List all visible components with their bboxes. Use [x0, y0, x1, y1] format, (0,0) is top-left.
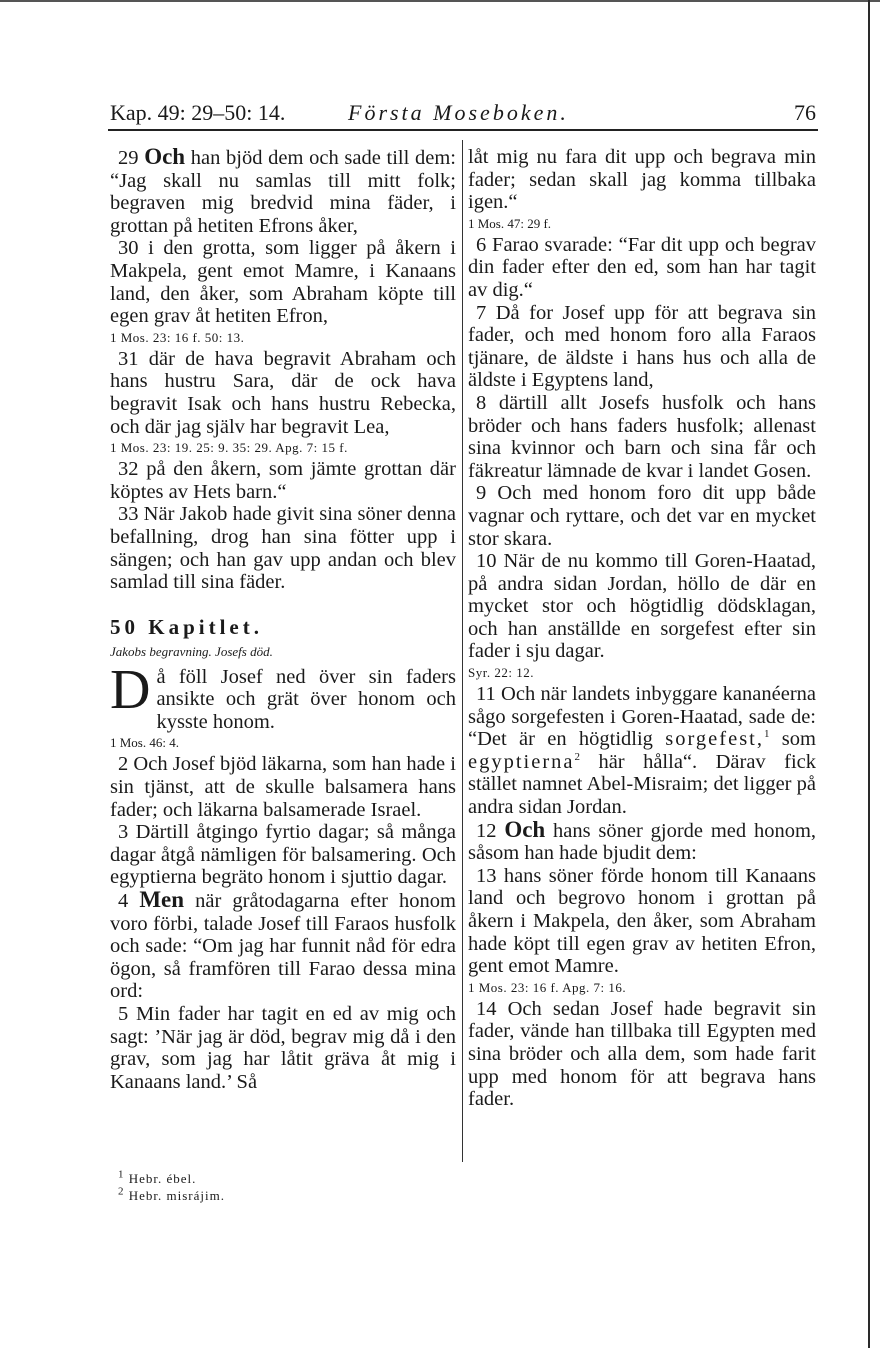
- scan-edge-right: [868, 0, 870, 1348]
- verse-50-11: 11 Och när landets inbyggare kananéerna sågo sorgefesten i Goren-Haatad, sade de: “Det är en högtidlig sorgefest,$^1$ som egyptierna$^2$ här hålla“. Därav fick stället namnet Abel-Misraim; det ligger på andra sidan Jordan.: [468, 683, 816, 819]
- chapter-reference: Kap. 49: 29–50: 14.: [110, 100, 286, 125]
- footnotes: [118, 1170, 225, 1204]
- verse-49-32: 32 på den åkern, som jämte grottan där köptes av Hets barn.“: [110, 458, 456, 503]
- left-column: [110, 146, 456, 1093]
- book-title: Första Moseboken.: [348, 100, 569, 125]
- column-divider: [462, 140, 463, 1162]
- chapter-subtitle: Jakobs begravning. Josefs död.: [110, 643, 273, 659]
- verse-50-5-cont: låt mig nu fara dit upp och begrava min fader; sedan skall jag komma tillbaka igen.“: [468, 146, 816, 214]
- verse-49-31: 31 där de hava begravit Abraham och hans hustru Sara, där de ock hava begravit Isak och hans hustru Rebecka, och där jag själv har begravit Lea,: [110, 347, 456, 438]
- chapter-heading: 50 Kapitlet.: [110, 614, 263, 639]
- verse-50-8: 8 därtill allt Josefs husfolk och hans bröder och hans faders husfolk; allenast sina kvinnor och barn och sina får och fäkreatur lämnade de kvar i landet Gosen.: [468, 391, 816, 482]
- header-rule: [108, 129, 818, 131]
- cross-reference: 1 Mos. 23: 19. 25: 9. 35: 29. Apg. 7: 15 f.: [110, 440, 348, 456]
- verse-50-3: 3 Därtill åtgingo fyrtio dagar; så många dagar åtgå nämligen för balsamering. Och egyptierna begräto honom i sjuttio dagar.: [110, 821, 456, 889]
- verse-50-12: 12 Och hans söner gjorde med honom, såsom han hade bjudit dem:: [468, 816, 817, 865]
- cross-reference: 1 Mos. 47: 29 f.: [468, 215, 552, 231]
- verse-49-29: 29 Och han bjöd dem och sade till dem: “Jag skall nu samlas till mitt folk; begraven mig bredvid mina fäder, i grottan på hetiten Efrons åker,: [110, 144, 456, 237]
- scan-edge-top: [0, 0, 880, 2]
- cross-reference: Syr. 22: 12.: [468, 665, 534, 681]
- drop-cap: D: [110, 658, 151, 721]
- verse-50-5: 5 Min fader har tagit en ed av mig och sagt: ’När jag är död, begrav mig då i den grav, som jag har låtit gräva åt mig i Kanaans land.’ Så: [110, 1003, 456, 1093]
- verse-50-13: 13 hans söner förde honom till Kanaans land och begrovo honom i grottan på åkern i Makpela, den åker, som Abraham hade köpt till egen grav av hetiten Efron, gent emot Mamre.: [468, 864, 816, 978]
- verse-50-7: 7 Då for Josef upp för att begrava sin fader, och med honom foro alla Faraos tjänare, de äldste i hans hus och alla de äldste i Egyptens land,: [468, 301, 816, 392]
- cross-reference: 1 Mos. 23: 16 f. Apg. 7: 16.: [468, 979, 627, 995]
- cross-reference: 1 Mos. 46: 4.: [110, 735, 179, 751]
- verse-50-14: 14 Och sedan Josef hade begravit sin fader, vände han tillbaka till Egypten med sina bröder och alla dem, som hade farit upp med honom för att begrava hans fader.: [468, 997, 816, 1111]
- footnote-1: $^1$ Hebr. ébel.: [118, 1168, 197, 1186]
- verse-49-30: 30 i den grotta, som ligger på åkern i Makpela, gent emot Mamre, i Kanaans land, den åker, som Abraham köpte till egen grav åt hetiten Efron,: [110, 237, 456, 328]
- verse-50-10: 10 När de nu kommo till Goren-Haatad, på andra sidan Jordan, höllo de där en mycket stor och högtidlig dödsklagan, och han anställde en sorgefest efter sin fader i sju dagar.: [468, 550, 816, 663]
- verse-50-9: 9 Och med honom foro dit upp både vagnar och ryttare, och det var en mycket stor skara.: [468, 482, 816, 550]
- verse-50-4: 4 Men när gråtodagarna efter honom voro förbi, talade Josef till Faraos husfolk och sade: “Om jag har funnit nåd för edra ögon, så framfören till Farao dessa mina ord:: [110, 887, 456, 1003]
- page-number: 76: [794, 100, 816, 125]
- right-column: [468, 146, 816, 1111]
- verse-50-1: Då föll Josef ned över sin faders ansikte och grät över honom och kysste honom.: [110, 658, 456, 733]
- cross-reference: 1 Mos. 23: 16 f. 50: 13.: [110, 329, 245, 345]
- verse-49-33: 33 När Jakob hade givit sina söner denna befallning, drog han sina fötter upp i sängen; och han gav upp andan och blev samlad till sina fäder.: [110, 503, 456, 594]
- page-header: [110, 100, 816, 130]
- footnote-2: $^2$ Hebr. misrájim.: [118, 1185, 225, 1203]
- verse-50-6: 6 Farao svarade: “Far dit upp och begrav din fader efter den ed, som han har tagit av dig.“: [468, 233, 816, 301]
- verse-50-2: 2 Och Josef bjöd läkarna, som han hade i sin tjänst, att de skulle balsamera hans fader; och läkarna balsamerade Israel.: [110, 753, 456, 821]
